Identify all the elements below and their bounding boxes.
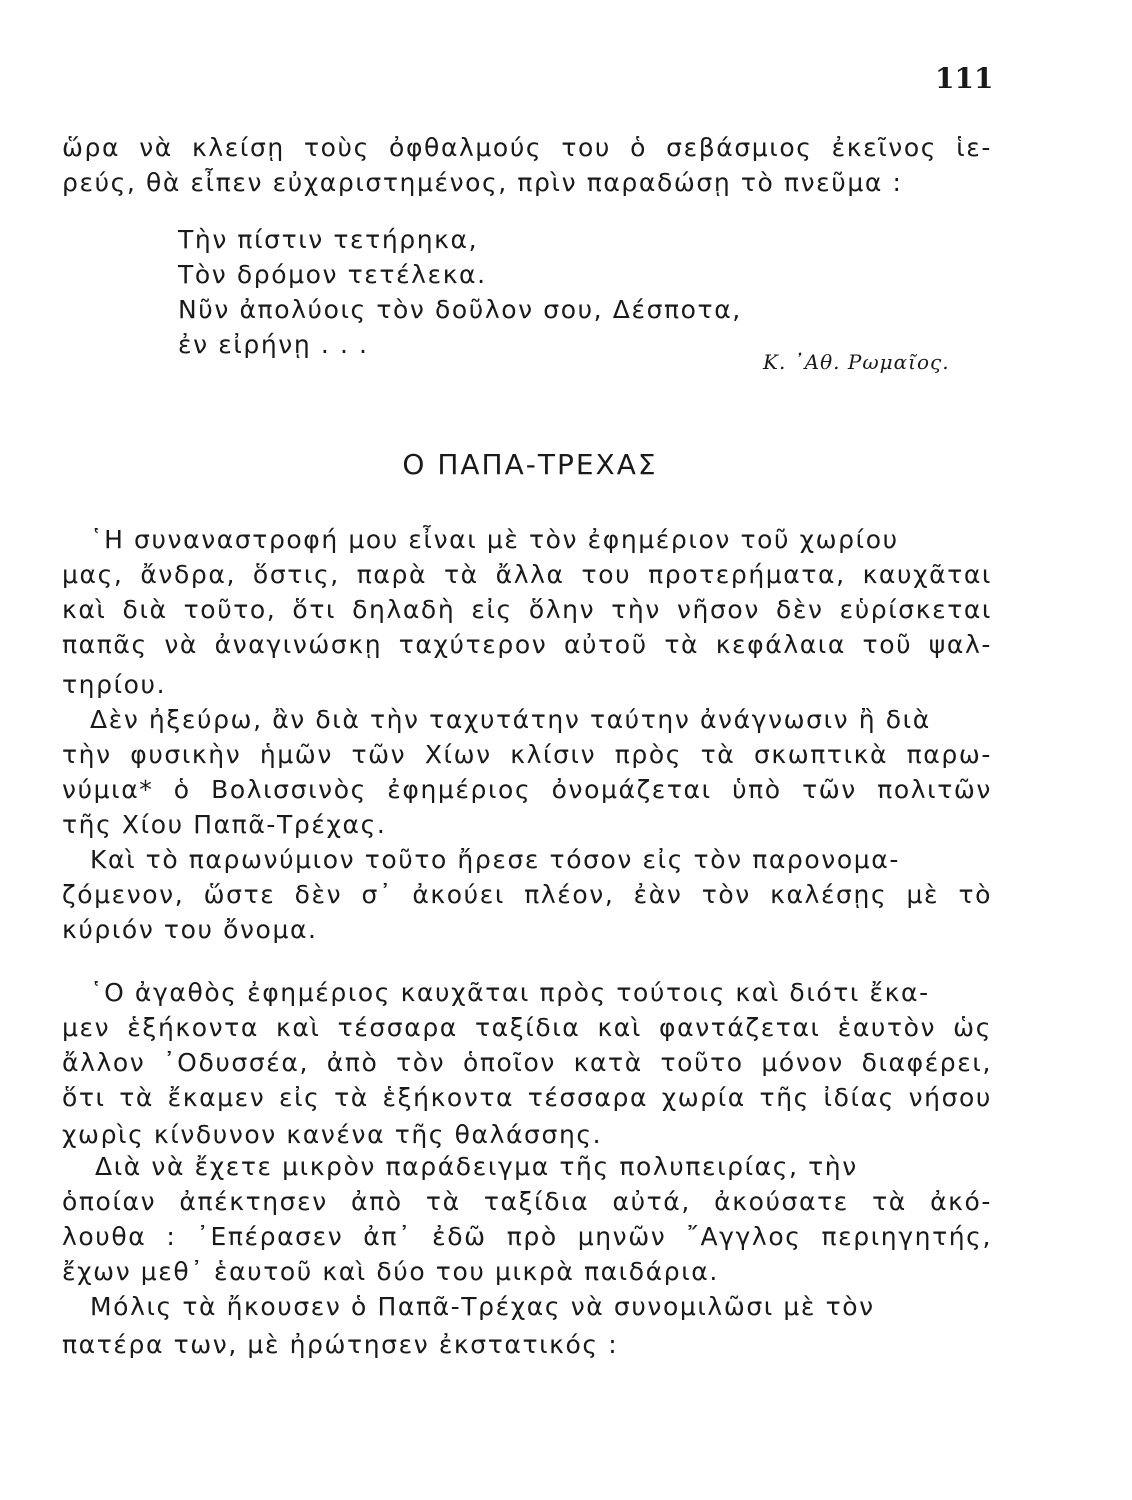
body-line: Καὶ τὸ παρωνύμιον τοῦτο ἤρεσε τόσον εἰς τὸν παρονομα- bbox=[90, 845, 900, 874]
body-line: νύμια* ὁ Βολισσινὸς ἐφημέριος ὀνομάζεται ὑπὸ τῶν πολιτῶν bbox=[62, 775, 992, 804]
body-line: ῾Η συναναστροφή μου εἶναι μὲ τὸν ἐφημέριον τοῦ χωρίου bbox=[90, 525, 899, 554]
body-line: πατέρα των, μὲ ἠρώτησεν ἐκστατικός : bbox=[62, 1330, 619, 1359]
body-line: λουθα : ᾿Επέρασεν ἀπ᾿ ἐδῶ πρὸ μηνῶν ῎Αγγλος περιηγητής, bbox=[62, 1222, 992, 1251]
body-line: ἔχων μεθ᾿ ἑαυτοῦ καὶ δύο του μικρὰ παιδάρια. bbox=[62, 1257, 719, 1286]
body-line: παπᾶς νὰ ἀναγινώσκῃ ταχύτερον αὐτοῦ τὰ κεφάλαια τοῦ ψαλ- bbox=[62, 630, 992, 659]
intro-line: ὥρα νὰ κλείσῃ τοὺς ὀφθαλμούς του ὁ σεβάσμιος ἐκεῖνος ἱε- bbox=[62, 133, 992, 162]
author-signature: Κ. ᾿Αθ. Ρωμαῖος. bbox=[763, 350, 950, 374]
intro-line: ρεύς, θὰ εἶπεν εὐχαριστημένος, πρὶν παραδώσῃ τὸ πνεῦμα : bbox=[62, 168, 903, 197]
body-line: ῾Ο ἀγαθὸς ἐφημέριος καυχᾶται πρὸς τούτοις καὶ διότι ἔκα- bbox=[90, 978, 930, 1007]
body-line: τηρίου. bbox=[62, 670, 167, 699]
verse-line: Νῦν ἀπολύοις τὸν δοῦλον σου, Δέσποτα, bbox=[178, 295, 742, 324]
body-line: ὅτι τὰ ἔκαμεν εἰς τὰ ἑξήκοντα τέσσαρα χωρία τῆς ἰδίας νήσου bbox=[62, 1083, 992, 1112]
body-line: μεν ἑξήκοντα καὶ τέσσαρα ταξίδια καὶ φαντάζεται ἑαυτὸν ὡς bbox=[62, 1013, 992, 1042]
body-line: ὁποίαν ἀπέκτησεν ἀπὸ τὰ ταξίδια αὐτά, ἀκούσατε τὰ ἀκό- bbox=[62, 1187, 992, 1216]
body-line: κύριόν του ὄνομα. bbox=[62, 915, 318, 944]
body-line: Δὲν ἠξεύρω, ἂν διὰ τὴν ταχυτάτην ταύτην ἀνάγνωσιν ἢ διὰ bbox=[90, 705, 931, 734]
body-line: Μόλις τὰ ἤκουσεν ὁ Παπᾶ-Τρέχας νὰ συνομιλῶσι μὲ τὸν bbox=[90, 1292, 875, 1321]
body-line: τὴν φυσικὴν ἡμῶν τῶν Χίων κλίσιν πρὸς τὰ σκωπτικὰ παρω- bbox=[62, 740, 992, 769]
body-line: Διὰ νὰ ἔχετε μικρὸν παράδειγμα τῆς πολυπειρίας, τὴν bbox=[95, 1152, 858, 1181]
verse-line: Τὴν πίστιν τετήρηκα, bbox=[178, 225, 479, 254]
body-line: ζόμενον, ὥστε δὲν σ᾿ ἀκούει πλέον, ἐὰν τὸν καλέσῃς μὲ τὸ bbox=[62, 880, 992, 909]
page-number: 111 bbox=[935, 62, 994, 95]
verse-line: ἐν εἰρήνῃ . . . bbox=[178, 330, 369, 359]
chapter-title: Ο ΠΑΠΑ-ΤΡΕΧΑΣ bbox=[402, 448, 658, 481]
verse-line: Τὸν δρόμον τετέλεκα. bbox=[178, 260, 487, 289]
body-line: ἄλλον ᾿Οδυσσέα, ἀπὸ τὸν ὁποῖον κατὰ τοῦτο μόνον διαφέρει, bbox=[62, 1048, 992, 1077]
body-line: μας, ἄνδρα, ὅστις, παρὰ τὰ ἄλλα του προτερήματα, καυχᾶται bbox=[62, 560, 992, 589]
body-line: καὶ διὰ τοῦτο, ὅτι δηλαδὴ εἰς ὅλην τὴν νῆσον δὲν εὑρίσκεται bbox=[62, 595, 992, 624]
body-line: χωρὶς κίνδυνον κανένα τῆς θαλάσσης. bbox=[62, 1120, 603, 1149]
body-line: τῆς Χίου Παπᾶ-Τρέχας. bbox=[62, 810, 387, 839]
